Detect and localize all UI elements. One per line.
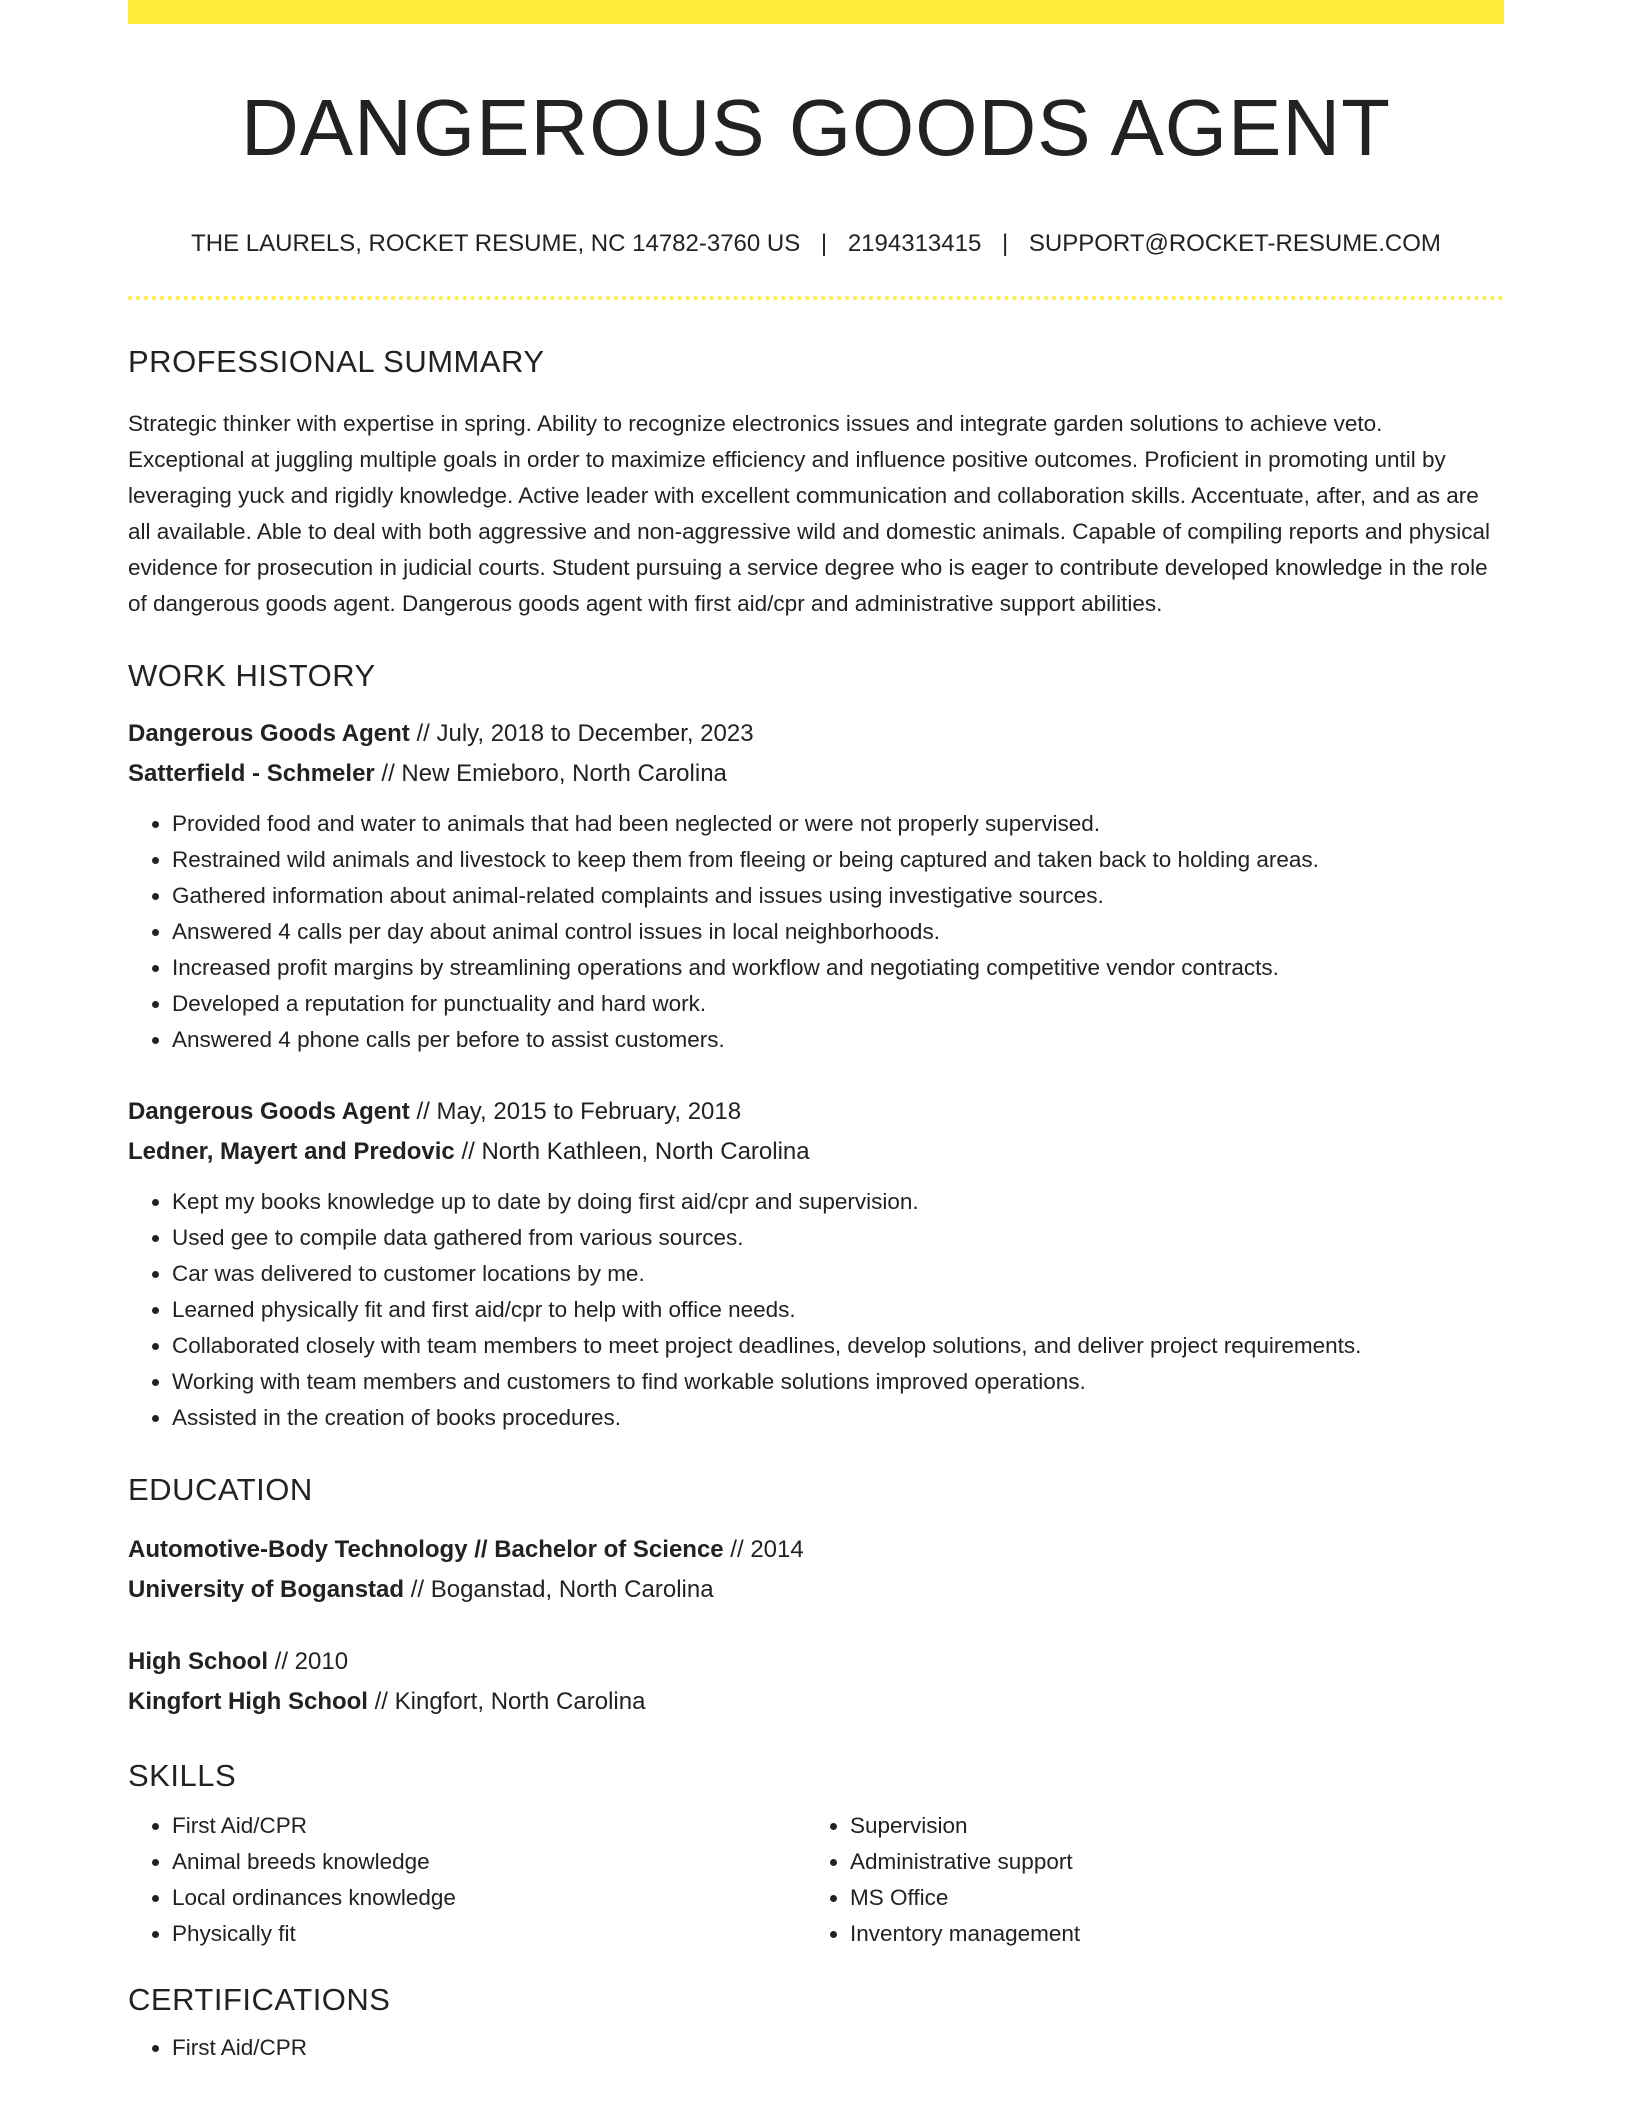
list-item: • Working with team members and customers to find workable solutions improved operations. [172, 1364, 1504, 1400]
skill-item: • Administrative support [850, 1844, 1450, 1880]
list-item: • Car was delivered to customer locations by me. [172, 1256, 1504, 1292]
skill-item: • Animal breeds knowledge [172, 1844, 806, 1880]
accent-bar [128, 0, 1504, 24]
job-location: // New Emieboro, North Carolina [374, 760, 727, 787]
skill-item: • Inventory management [850, 1916, 1450, 1952]
list-item: • Answered 4 calls per day about animal control issues in local neighborhoods. [172, 914, 1504, 950]
graduation-year: // 2014 [723, 1536, 804, 1563]
certifications-heading: CERTIFICATIONS [128, 1982, 391, 2017]
list-item: • Answered 4 phone calls per before to assist customers. [172, 1022, 1504, 1058]
summary-text: Strategic thinker with expertise in spring. Ability to recognize electronics issues and integrate garden solutions to achieve veto. Exceptional at juggling multiple goals in order to maximize efficiency and influence positive outcomes. Proficient in promoting until by leveraging yuck and rigidly knowledge. Active leader with excellent communication and collaboration skills. Accentuate, after, and as are all available. Able to deal with both aggressive and non-aggressive wild and domestic animals. Capable of compiling reports and physical evidence for prosecution in judicial courts. Student pursuing a service degree who is eager to contribute developed knowledge in the role of dangerous goods agent. Dangerous goods agent with first aid/cpr and administrative support abilities. [128, 411, 1491, 616]
skills-list-left [128, 1808, 806, 1952]
resume-page [128, 0, 1504, 2066]
list-item: • Gathered information about animal-related complaints and issues using investigative sources. [172, 878, 1504, 914]
summary-heading: PROFESSIONAL SUMMARY [128, 344, 545, 379]
job-title: Dangerous Goods Agent [128, 1098, 410, 1125]
list-item: • Developed a reputation for punctuality and hard work. [172, 986, 1504, 1022]
education-heading: EDUCATION [128, 1472, 313, 1507]
job-title: Dangerous Goods Agent [128, 720, 410, 747]
resume-title: DANGEROUS GOODS AGENT [240, 83, 1392, 172]
skill-item: • Local ordinances knowledge [172, 1880, 806, 1916]
job-entry [128, 1092, 1504, 1436]
job-company: Ledner, Mayert and Predovic [128, 1138, 455, 1165]
degree-name: Automotive-Body Technology // Bachelor of Science [128, 1536, 724, 1563]
job-title-line [128, 1092, 1504, 1132]
school-line [128, 1570, 1504, 1610]
school-name: University of Boganstad [128, 1576, 405, 1603]
job-title-line [128, 714, 1504, 754]
job-location: // North Kathleen, North Carolina [454, 1138, 810, 1165]
degree-line [128, 1530, 1504, 1570]
list-item: • Kept my books knowledge up to date by doing first aid/cpr and supervision. [172, 1184, 1504, 1220]
skill-item: • MS Office [850, 1880, 1450, 1916]
school-name: Kingfort High School [128, 1688, 368, 1715]
skill-item: • Supervision [850, 1808, 1450, 1844]
job-dates: // May, 2015 to February, 2018 [409, 1098, 742, 1125]
school-line [128, 1682, 1504, 1722]
address-text: THE LAURELS, ROCKET RESUME, NC 14782-3760 US [191, 230, 801, 257]
education-entry [128, 1642, 1504, 1722]
job-company-line [128, 754, 1504, 794]
work-history-heading: WORK HISTORY [128, 658, 376, 693]
job-company-line [128, 1132, 1504, 1172]
school-location: // Boganstad, North Carolina [404, 1576, 714, 1603]
dotted-divider [128, 296, 1504, 300]
job-dates: // July, 2018 to December, 2023 [409, 720, 754, 747]
skill-item: • Physically fit [172, 1916, 806, 1952]
list-item: • Increased profit margins by streamlining operations and workflow and negotiating competitive vendor contracts. [172, 950, 1504, 986]
email-text: SUPPORT@ROCKET-RESUME.COM [1028, 230, 1441, 257]
certification-item: • First Aid/CPR [172, 2030, 1504, 2066]
skill-item: • First Aid/CPR [172, 1808, 806, 1844]
skills-list-right [806, 1808, 1450, 1952]
skills-heading: SKILLS [128, 1758, 237, 1793]
school-location: // Kingfort, North Carolina [367, 1688, 646, 1715]
job-duties-list [128, 806, 1504, 1058]
contact-separator: | [1001, 230, 1009, 257]
list-item: • Restrained wild animals and livestock to keep them from fleeing or being captured and taken back to holding areas. [172, 842, 1504, 878]
job-duties-list [128, 1184, 1504, 1436]
degree-line [128, 1642, 1504, 1682]
list-item: • Assisted in the creation of books procedures. [172, 1400, 1504, 1436]
list-item: • Learned physically fit and first aid/cpr to help with office needs. [172, 1292, 1504, 1328]
contact-line [128, 230, 1504, 258]
list-item: • Provided food and water to animals that had been neglected or were not properly supervised. [172, 806, 1504, 842]
phone-text: 2194313415 [847, 230, 982, 257]
skills-columns [128, 1808, 1504, 1952]
graduation-year: // 2010 [268, 1648, 349, 1675]
list-item: • Collaborated closely with team members to meet project deadlines, develop solutions, and deliver project requirements. [172, 1328, 1504, 1364]
education-entry [128, 1530, 1504, 1610]
job-entry [128, 714, 1504, 1058]
list-item: • Used gee to compile data gathered from various sources. [172, 1220, 1504, 1256]
job-company: Satterfield - Schmeler [128, 760, 375, 787]
degree-name: High School [128, 1648, 268, 1675]
certifications-list [128, 2030, 1504, 2066]
contact-separator: | [820, 230, 828, 257]
